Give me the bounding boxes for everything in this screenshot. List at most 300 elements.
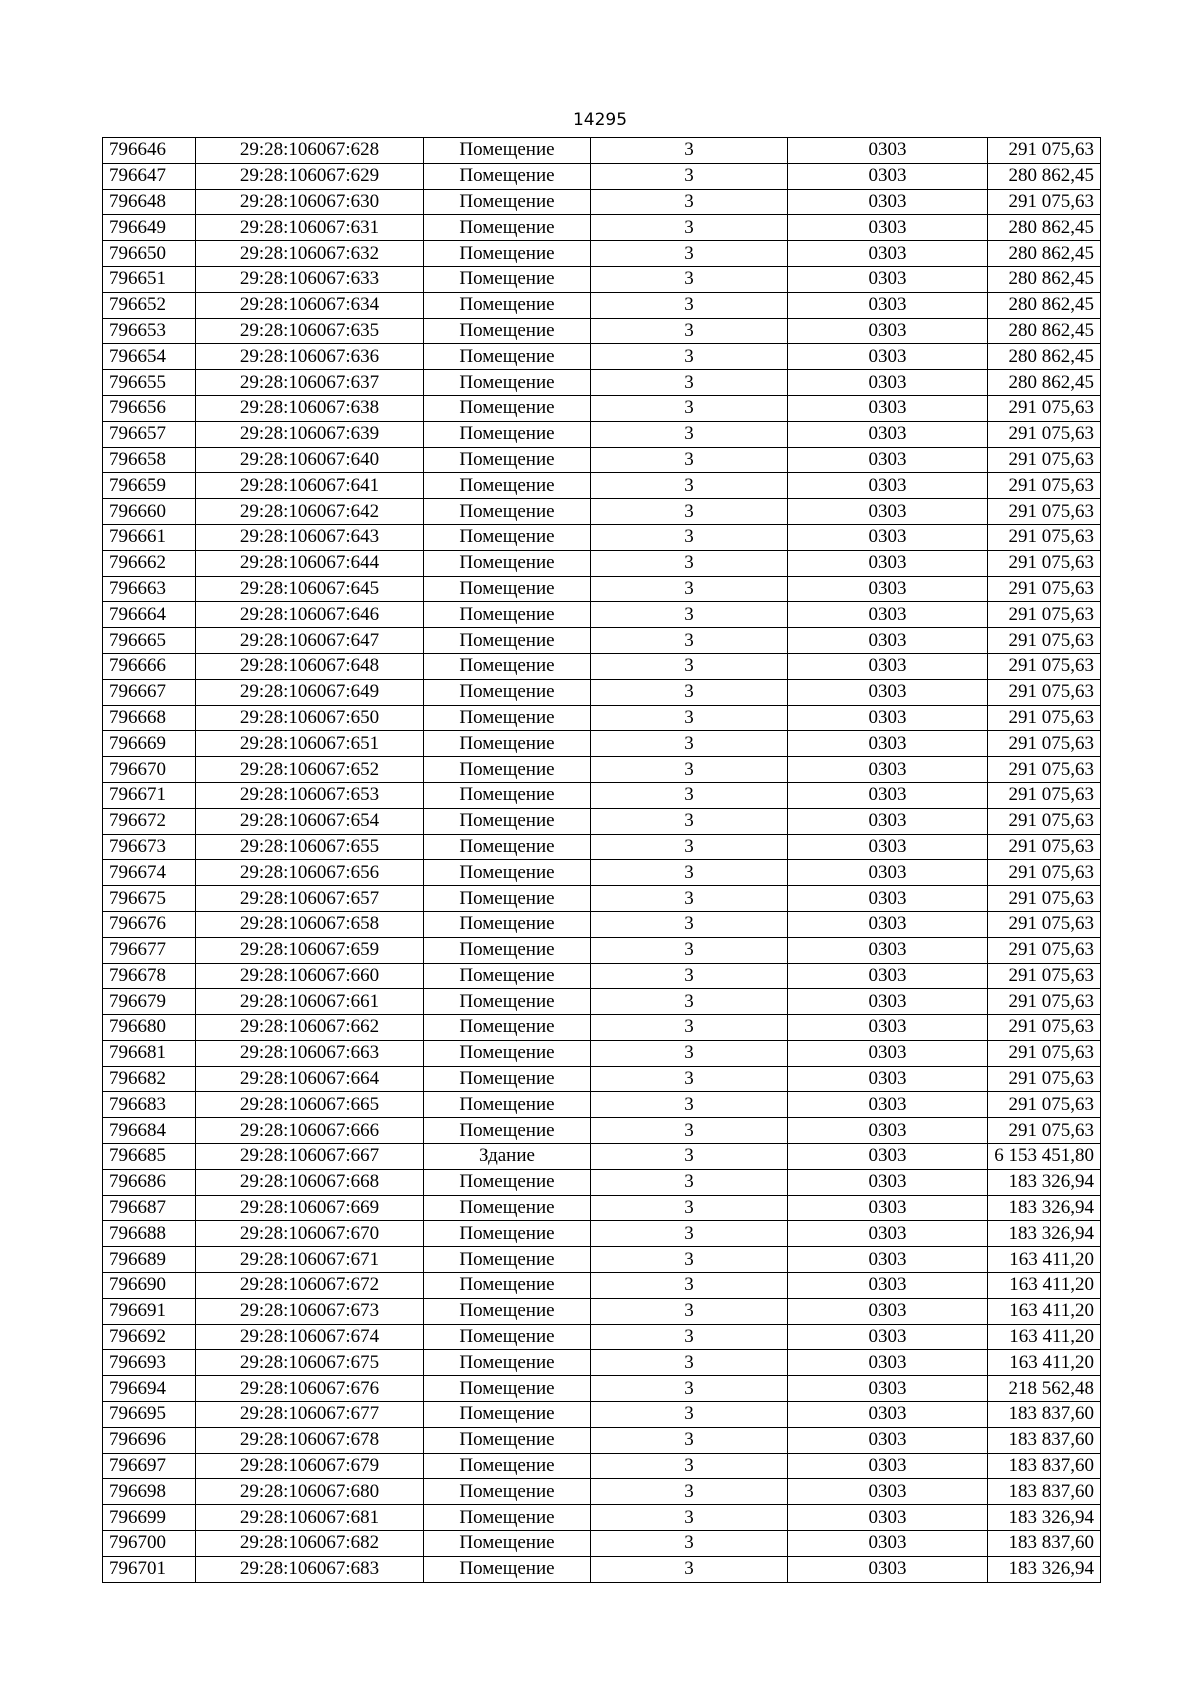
object-type-cell: Помещение xyxy=(424,421,591,447)
code-cell: 0303 xyxy=(788,1402,988,1428)
group-cell: 3 xyxy=(591,782,788,808)
cadastral-number-cell: 29:28:106067:640 xyxy=(196,447,424,473)
row-number-cell: 796651 xyxy=(103,266,196,292)
table-row xyxy=(103,318,1101,344)
object-type-cell: Помещение xyxy=(424,628,591,654)
cadastral-value-cell: 291 075,63 xyxy=(988,576,1101,602)
object-type-cell: Помещение xyxy=(424,138,591,164)
row-number-cell: 796662 xyxy=(103,550,196,576)
cadastral-value-cell: 183 326,94 xyxy=(988,1195,1101,1221)
table-row xyxy=(103,1169,1101,1195)
code-cell: 0303 xyxy=(788,473,988,499)
code-cell: 0303 xyxy=(788,679,988,705)
cadastral-value-cell: 291 075,63 xyxy=(988,989,1101,1015)
object-type-cell: Помещение xyxy=(424,1066,591,1092)
object-type-cell: Помещение xyxy=(424,679,591,705)
group-cell: 3 xyxy=(591,163,788,189)
cadastral-number-cell: 29:28:106067:671 xyxy=(196,1247,424,1273)
code-cell: 0303 xyxy=(788,1221,988,1247)
cadastral-value-cell: 291 075,63 xyxy=(988,138,1101,164)
table-row xyxy=(103,215,1101,241)
object-type-cell: Помещение xyxy=(424,215,591,241)
group-cell: 3 xyxy=(591,808,788,834)
row-number-cell: 796688 xyxy=(103,1221,196,1247)
cadastral-number-cell: 29:28:106067:644 xyxy=(196,550,424,576)
cadastral-number-cell: 29:28:106067:681 xyxy=(196,1505,424,1531)
group-cell: 3 xyxy=(591,628,788,654)
cadastral-value-cell: 291 075,63 xyxy=(988,653,1101,679)
code-cell: 0303 xyxy=(788,550,988,576)
table-row xyxy=(103,1195,1101,1221)
table-row xyxy=(103,1376,1101,1402)
group-cell: 3 xyxy=(591,911,788,937)
code-cell: 0303 xyxy=(788,138,988,164)
table-row xyxy=(103,808,1101,834)
table-row xyxy=(103,653,1101,679)
group-cell: 3 xyxy=(591,473,788,499)
group-cell: 3 xyxy=(591,1350,788,1376)
cadastral-value-cell: 291 075,63 xyxy=(988,602,1101,628)
cadastral-number-cell: 29:28:106067:643 xyxy=(196,524,424,550)
row-number-cell: 796666 xyxy=(103,653,196,679)
table-body xyxy=(103,138,1101,1583)
cadastral-number-cell: 29:28:106067:653 xyxy=(196,782,424,808)
code-cell: 0303 xyxy=(788,1376,988,1402)
group-cell: 3 xyxy=(591,1169,788,1195)
table-row xyxy=(103,1273,1101,1299)
cadastral-number-cell: 29:28:106067:648 xyxy=(196,653,424,679)
row-number-cell: 796646 xyxy=(103,138,196,164)
object-type-cell: Помещение xyxy=(424,757,591,783)
code-cell: 0303 xyxy=(788,1092,988,1118)
code-cell: 0303 xyxy=(788,1298,988,1324)
table-row xyxy=(103,1479,1101,1505)
object-type-cell: Помещение xyxy=(424,937,591,963)
group-cell: 3 xyxy=(591,524,788,550)
cadastral-value-cell: 163 411,20 xyxy=(988,1350,1101,1376)
cadastral-number-cell: 29:28:106067:667 xyxy=(196,1144,424,1170)
table-row xyxy=(103,524,1101,550)
group-cell: 3 xyxy=(591,1505,788,1531)
cadastral-number-cell: 29:28:106067:647 xyxy=(196,628,424,654)
cadastral-number-cell: 29:28:106067:679 xyxy=(196,1453,424,1479)
code-cell: 0303 xyxy=(788,834,988,860)
row-number-cell: 796696 xyxy=(103,1427,196,1453)
cadastral-number-cell: 29:28:106067:638 xyxy=(196,395,424,421)
cadastral-number-cell: 29:28:106067:675 xyxy=(196,1350,424,1376)
group-cell: 3 xyxy=(591,860,788,886)
row-number-cell: 796657 xyxy=(103,421,196,447)
code-cell: 0303 xyxy=(788,292,988,318)
cadastral-value-cell: 183 837,60 xyxy=(988,1479,1101,1505)
group-cell: 3 xyxy=(591,1273,788,1299)
cadastral-number-cell: 29:28:106067:672 xyxy=(196,1273,424,1299)
cadastral-value-cell: 291 075,63 xyxy=(988,911,1101,937)
code-cell: 0303 xyxy=(788,447,988,473)
cadastral-value-cell: 183 326,94 xyxy=(988,1221,1101,1247)
code-cell: 0303 xyxy=(788,370,988,396)
table-row xyxy=(103,860,1101,886)
group-cell: 3 xyxy=(591,395,788,421)
row-number-cell: 796695 xyxy=(103,1402,196,1428)
cadastral-value-cell: 291 075,63 xyxy=(988,886,1101,912)
code-cell: 0303 xyxy=(788,266,988,292)
table-row xyxy=(103,1298,1101,1324)
object-type-cell: Помещение xyxy=(424,499,591,525)
object-type-cell: Помещение xyxy=(424,370,591,396)
table-row xyxy=(103,292,1101,318)
code-cell: 0303 xyxy=(788,628,988,654)
row-number-cell: 796652 xyxy=(103,292,196,318)
code-cell: 0303 xyxy=(788,963,988,989)
cadastral-number-cell: 29:28:106067:633 xyxy=(196,266,424,292)
cadastral-number-cell: 29:28:106067:630 xyxy=(196,189,424,215)
code-cell: 0303 xyxy=(788,1479,988,1505)
code-cell: 0303 xyxy=(788,1144,988,1170)
row-number-cell: 796678 xyxy=(103,963,196,989)
table-row xyxy=(103,705,1101,731)
code-cell: 0303 xyxy=(788,395,988,421)
table-row xyxy=(103,1324,1101,1350)
group-cell: 3 xyxy=(591,1556,788,1582)
cadastral-value-cell: 183 837,60 xyxy=(988,1453,1101,1479)
group-cell: 3 xyxy=(591,1453,788,1479)
cadastral-number-cell: 29:28:106067:663 xyxy=(196,1040,424,1066)
row-number-cell: 796683 xyxy=(103,1092,196,1118)
cadastral-value-cell: 163 411,20 xyxy=(988,1298,1101,1324)
row-number-cell: 796665 xyxy=(103,628,196,654)
cadastral-value-cell: 183 837,60 xyxy=(988,1402,1101,1428)
table-row xyxy=(103,679,1101,705)
cadastral-value-cell: 291 075,63 xyxy=(988,550,1101,576)
row-number-cell: 796670 xyxy=(103,757,196,783)
object-type-cell: Здание xyxy=(424,1144,591,1170)
cadastral-value-cell: 291 075,63 xyxy=(988,757,1101,783)
table-row xyxy=(103,963,1101,989)
object-type-cell: Помещение xyxy=(424,782,591,808)
cadastral-value-table xyxy=(102,137,1101,1583)
table-row xyxy=(103,344,1101,370)
code-cell: 0303 xyxy=(788,1324,988,1350)
cadastral-value-cell: 291 075,63 xyxy=(988,1066,1101,1092)
table-row xyxy=(103,1221,1101,1247)
object-type-cell: Помещение xyxy=(424,653,591,679)
cadastral-value-cell: 291 075,63 xyxy=(988,189,1101,215)
group-cell: 3 xyxy=(591,421,788,447)
cadastral-value-cell: 183 837,60 xyxy=(988,1531,1101,1557)
code-cell: 0303 xyxy=(788,1066,988,1092)
code-cell: 0303 xyxy=(788,1556,988,1582)
row-number-cell: 796687 xyxy=(103,1195,196,1221)
group-cell: 3 xyxy=(591,1144,788,1170)
object-type-cell: Помещение xyxy=(424,163,591,189)
code-cell: 0303 xyxy=(788,189,988,215)
group-cell: 3 xyxy=(591,1040,788,1066)
group-cell: 3 xyxy=(591,344,788,370)
row-number-cell: 796691 xyxy=(103,1298,196,1324)
object-type-cell: Помещение xyxy=(424,602,591,628)
row-number-cell: 796667 xyxy=(103,679,196,705)
code-cell: 0303 xyxy=(788,163,988,189)
row-number-cell: 796649 xyxy=(103,215,196,241)
row-number-cell: 796659 xyxy=(103,473,196,499)
table-row xyxy=(103,628,1101,654)
code-cell: 0303 xyxy=(788,911,988,937)
code-cell: 0303 xyxy=(788,524,988,550)
cadastral-value-cell: 291 075,63 xyxy=(988,395,1101,421)
table-row xyxy=(103,911,1101,937)
object-type-cell: Помещение xyxy=(424,1505,591,1531)
cadastral-value-cell: 183 326,94 xyxy=(988,1556,1101,1582)
object-type-cell: Помещение xyxy=(424,1118,591,1144)
cadastral-value-cell: 163 411,20 xyxy=(988,1273,1101,1299)
object-type-cell: Помещение xyxy=(424,241,591,267)
row-number-cell: 796648 xyxy=(103,189,196,215)
cadastral-number-cell: 29:28:106067:656 xyxy=(196,860,424,886)
object-type-cell: Помещение xyxy=(424,1273,591,1299)
table-row xyxy=(103,241,1101,267)
cadastral-value-cell: 280 862,45 xyxy=(988,292,1101,318)
row-number-cell: 796679 xyxy=(103,989,196,1015)
row-number-cell: 796697 xyxy=(103,1453,196,1479)
row-number-cell: 796698 xyxy=(103,1479,196,1505)
object-type-cell: Помещение xyxy=(424,524,591,550)
group-cell: 3 xyxy=(591,576,788,602)
object-type-cell: Помещение xyxy=(424,1324,591,1350)
cadastral-number-cell: 29:28:106067:664 xyxy=(196,1066,424,1092)
object-type-cell: Помещение xyxy=(424,318,591,344)
row-number-cell: 796685 xyxy=(103,1144,196,1170)
cadastral-value-cell: 280 862,45 xyxy=(988,241,1101,267)
row-number-cell: 796690 xyxy=(103,1273,196,1299)
object-type-cell: Помещение xyxy=(424,1247,591,1273)
group-cell: 3 xyxy=(591,834,788,860)
table-row xyxy=(103,1118,1101,1144)
group-cell: 3 xyxy=(591,1195,788,1221)
group-cell: 3 xyxy=(591,886,788,912)
code-cell: 0303 xyxy=(788,886,988,912)
cadastral-number-cell: 29:28:106067:674 xyxy=(196,1324,424,1350)
row-number-cell: 796668 xyxy=(103,705,196,731)
object-type-cell: Помещение xyxy=(424,808,591,834)
cadastral-number-cell: 29:28:106067:637 xyxy=(196,370,424,396)
table-row xyxy=(103,602,1101,628)
cadastral-value-cell: 280 862,45 xyxy=(988,318,1101,344)
table-row xyxy=(103,1092,1101,1118)
table-row xyxy=(103,550,1101,576)
cadastral-number-cell: 29:28:106067:639 xyxy=(196,421,424,447)
cadastral-value-cell: 291 075,63 xyxy=(988,1015,1101,1041)
cadastral-number-cell: 29:28:106067:634 xyxy=(196,292,424,318)
table-row xyxy=(103,731,1101,757)
table-row xyxy=(103,989,1101,1015)
cadastral-value-cell: 291 075,63 xyxy=(988,447,1101,473)
cadastral-number-cell: 29:28:106067:662 xyxy=(196,1015,424,1041)
code-cell: 0303 xyxy=(788,860,988,886)
cadastral-number-cell: 29:28:106067:668 xyxy=(196,1169,424,1195)
cadastral-number-cell: 29:28:106067:683 xyxy=(196,1556,424,1582)
cadastral-number-cell: 29:28:106067:678 xyxy=(196,1427,424,1453)
row-number-cell: 796671 xyxy=(103,782,196,808)
group-cell: 3 xyxy=(591,189,788,215)
code-cell: 0303 xyxy=(788,1531,988,1557)
cadastral-number-cell: 29:28:106067:649 xyxy=(196,679,424,705)
cadastral-number-cell: 29:28:106067:651 xyxy=(196,731,424,757)
group-cell: 3 xyxy=(591,937,788,963)
row-number-cell: 796664 xyxy=(103,602,196,628)
row-number-cell: 796653 xyxy=(103,318,196,344)
table-row xyxy=(103,189,1101,215)
table-row xyxy=(103,1402,1101,1428)
cadastral-value-cell: 291 075,63 xyxy=(988,499,1101,525)
object-type-cell: Помещение xyxy=(424,963,591,989)
object-type-cell: Помещение xyxy=(424,447,591,473)
object-type-cell: Помещение xyxy=(424,395,591,421)
object-type-cell: Помещение xyxy=(424,189,591,215)
row-number-cell: 796650 xyxy=(103,241,196,267)
object-type-cell: Помещение xyxy=(424,1376,591,1402)
code-cell: 0303 xyxy=(788,318,988,344)
group-cell: 3 xyxy=(591,1479,788,1505)
code-cell: 0303 xyxy=(788,1040,988,1066)
object-type-cell: Помещение xyxy=(424,1453,591,1479)
page-number: 14295 xyxy=(572,110,628,130)
cadastral-number-cell: 29:28:106067:631 xyxy=(196,215,424,241)
table-row xyxy=(103,138,1101,164)
object-type-cell: Помещение xyxy=(424,989,591,1015)
table-row xyxy=(103,937,1101,963)
cadastral-value-cell: 291 075,63 xyxy=(988,628,1101,654)
group-cell: 3 xyxy=(591,679,788,705)
table-row xyxy=(103,576,1101,602)
row-number-cell: 796689 xyxy=(103,1247,196,1273)
group-cell: 3 xyxy=(591,266,788,292)
row-number-cell: 796694 xyxy=(103,1376,196,1402)
group-cell: 3 xyxy=(591,757,788,783)
cadastral-value-cell: 163 411,20 xyxy=(988,1247,1101,1273)
row-number-cell: 796699 xyxy=(103,1505,196,1531)
cadastral-number-cell: 29:28:106067:670 xyxy=(196,1221,424,1247)
table-row xyxy=(103,421,1101,447)
cadastral-number-cell: 29:28:106067:676 xyxy=(196,1376,424,1402)
group-cell: 3 xyxy=(591,241,788,267)
table-row xyxy=(103,834,1101,860)
group-cell: 3 xyxy=(591,1118,788,1144)
cadastral-value-cell: 183 326,94 xyxy=(988,1505,1101,1531)
group-cell: 3 xyxy=(591,731,788,757)
cadastral-number-cell: 29:28:106067:645 xyxy=(196,576,424,602)
row-number-cell: 796677 xyxy=(103,937,196,963)
cadastral-value-cell: 291 075,63 xyxy=(988,679,1101,705)
cadastral-number-cell: 29:28:106067:646 xyxy=(196,602,424,628)
cadastral-number-cell: 29:28:106067:660 xyxy=(196,963,424,989)
code-cell: 0303 xyxy=(788,731,988,757)
table-row xyxy=(103,163,1101,189)
row-number-cell: 796701 xyxy=(103,1556,196,1582)
code-cell: 0303 xyxy=(788,215,988,241)
code-cell: 0303 xyxy=(788,1427,988,1453)
table-row xyxy=(103,1556,1101,1582)
group-cell: 3 xyxy=(591,1066,788,1092)
code-cell: 0303 xyxy=(788,653,988,679)
code-cell: 0303 xyxy=(788,1350,988,1376)
row-number-cell: 796681 xyxy=(103,1040,196,1066)
row-number-cell: 796663 xyxy=(103,576,196,602)
cadastral-value-cell: 291 075,63 xyxy=(988,473,1101,499)
code-cell: 0303 xyxy=(788,1118,988,1144)
cadastral-value-cell: 291 075,63 xyxy=(988,782,1101,808)
cadastral-value-cell: 280 862,45 xyxy=(988,266,1101,292)
object-type-cell: Помещение xyxy=(424,576,591,602)
row-number-cell: 796660 xyxy=(103,499,196,525)
cadastral-value-cell: 291 075,63 xyxy=(988,705,1101,731)
row-number-cell: 796693 xyxy=(103,1350,196,1376)
cadastral-value-cell: 291 075,63 xyxy=(988,1040,1101,1066)
cadastral-number-cell: 29:28:106067:636 xyxy=(196,344,424,370)
group-cell: 3 xyxy=(591,1092,788,1118)
object-type-cell: Помещение xyxy=(424,1195,591,1221)
object-type-cell: Помещение xyxy=(424,1402,591,1428)
row-number-cell: 796675 xyxy=(103,886,196,912)
object-type-cell: Помещение xyxy=(424,1531,591,1557)
group-cell: 3 xyxy=(591,1324,788,1350)
cadastral-value-cell: 183 326,94 xyxy=(988,1169,1101,1195)
object-type-cell: Помещение xyxy=(424,1221,591,1247)
table-row xyxy=(103,1427,1101,1453)
group-cell: 3 xyxy=(591,1376,788,1402)
table-row xyxy=(103,1040,1101,1066)
group-cell: 3 xyxy=(591,1298,788,1324)
cadastral-number-cell: 29:28:106067:629 xyxy=(196,163,424,189)
table-row xyxy=(103,757,1101,783)
object-type-cell: Помещение xyxy=(424,473,591,499)
code-cell: 0303 xyxy=(788,499,988,525)
cadastral-number-cell: 29:28:106067:632 xyxy=(196,241,424,267)
cadastral-number-cell: 29:28:106067:677 xyxy=(196,1402,424,1428)
group-cell: 3 xyxy=(591,1427,788,1453)
cadastral-value-cell: 291 075,63 xyxy=(988,731,1101,757)
cadastral-number-cell: 29:28:106067:657 xyxy=(196,886,424,912)
row-number-cell: 796684 xyxy=(103,1118,196,1144)
object-type-cell: Помещение xyxy=(424,1298,591,1324)
object-type-cell: Помещение xyxy=(424,1427,591,1453)
cadastral-value-cell: 6 153 451,80 xyxy=(988,1144,1101,1170)
cadastral-value-cell: 291 075,63 xyxy=(988,421,1101,447)
code-cell: 0303 xyxy=(788,1273,988,1299)
cadastral-number-cell: 29:28:106067:654 xyxy=(196,808,424,834)
table-row xyxy=(103,447,1101,473)
cadastral-value-cell: 280 862,45 xyxy=(988,215,1101,241)
table-row xyxy=(103,782,1101,808)
row-number-cell: 796655 xyxy=(103,370,196,396)
cadastral-value-cell: 291 075,63 xyxy=(988,1118,1101,1144)
cadastral-value-cell: 291 075,63 xyxy=(988,963,1101,989)
group-cell: 3 xyxy=(591,447,788,473)
table-row xyxy=(103,370,1101,396)
cadastral-number-cell: 29:28:106067:628 xyxy=(196,138,424,164)
cadastral-value-cell: 291 075,63 xyxy=(988,808,1101,834)
object-type-cell: Помещение xyxy=(424,1040,591,1066)
cadastral-number-cell: 29:28:106067:680 xyxy=(196,1479,424,1505)
cadastral-number-cell: 29:28:106067:642 xyxy=(196,499,424,525)
cadastral-number-cell: 29:28:106067:659 xyxy=(196,937,424,963)
cadastral-value-cell: 218 562,48 xyxy=(988,1376,1101,1402)
row-number-cell: 796654 xyxy=(103,344,196,370)
cadastral-value-cell: 291 075,63 xyxy=(988,860,1101,886)
cadastral-value-cell: 291 075,63 xyxy=(988,524,1101,550)
group-cell: 3 xyxy=(591,370,788,396)
group-cell: 3 xyxy=(591,1015,788,1041)
